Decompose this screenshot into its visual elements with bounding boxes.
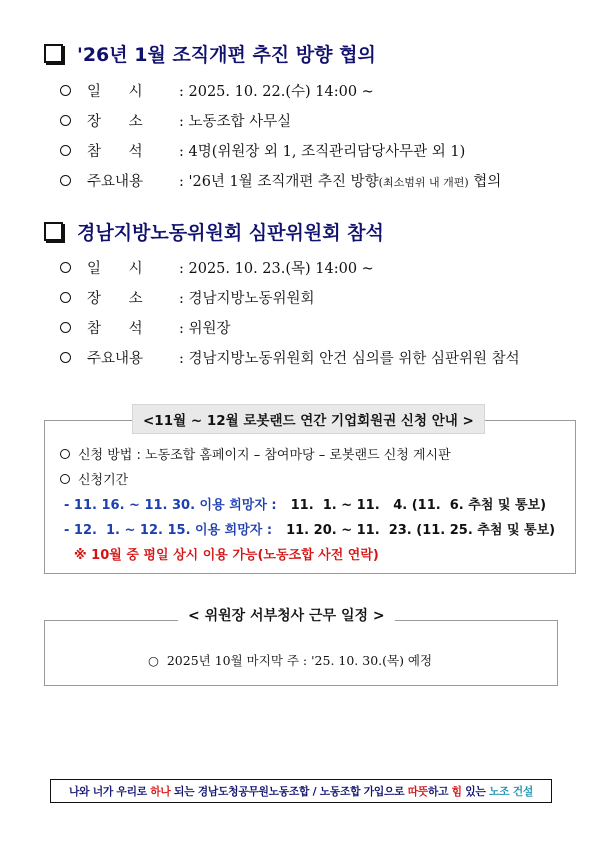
robotland-period-line-1 [64,494,546,513]
robotland-method-text: 신청 방법 : 노동조합 홈페이지 – 참여마당 – 로봇랜드 신청 게시판 [78,448,451,463]
section-1-title [44,40,376,67]
circle-bullet-icon [60,85,71,96]
section-1-row-attendees [60,140,465,161]
row-value: : 2025. 10. 23.(목) 14:00 ~ [179,261,374,277]
robotland-method [60,444,451,463]
row-label: 주요내용 [87,351,144,367]
section-2-row-date [60,257,374,278]
robotland-note-text: ※ 10월 중 평일 상시 이용 가능(노동조합 사전 연락) [74,548,379,563]
section-2-row-place [60,287,315,308]
slogan-part: 나와 너가 우리로 [69,784,151,798]
row-label: 장 소 [87,291,143,307]
period-1-detail: 11. 1. ~ 11. 4. (11. 6. 추첨 및 통보) [290,498,547,513]
circle-bullet-icon [60,449,70,459]
robotland-notice-tag: <11월 ~ 12월 로봇랜드 연간 기업회원권 신청 안내 > [132,404,485,434]
row-value: : 4명(위원장 외 1, 조직관리담당사무관 외 1) [179,144,466,160]
circle-bullet-icon [60,115,71,126]
schedule-line-text: ○ 2025년 10월 마지막 주 : '25. 10. 30.(목) 예정 [148,653,433,668]
row-label: 일 시 [87,261,143,277]
row-value-tail: 협의 [468,174,502,190]
checkbox-icon [44,222,63,241]
section-1-row-date [60,80,374,101]
circle-bullet-icon [60,352,71,363]
section-2-title-text: 경남지방노동위원회 심판위원회 참석 [77,222,384,244]
circle-bullet-icon [60,322,71,333]
circle-bullet-icon [60,292,71,303]
row-value: : '26년 1월 조직개편 추진 방향 [179,174,379,190]
slogan-highlight: 힘 [451,784,462,798]
checkbox-icon [44,44,63,63]
section-2-title [44,218,384,245]
row-value: : 경남지방노동위원회 [179,291,315,307]
robotland-period-label [60,469,128,488]
row-value: : 경남지방노동위원회 안건 심의를 위한 심판위원 참석 [179,351,520,367]
period-2-detail: 11. 20. ~ 11. 23. (11. 25. 추첨 및 통보) [286,523,556,538]
row-label: 참 석 [87,321,143,337]
slogan-part: 되는 경남도청공무원노동조합 / 노동조합 가입으로 [170,784,408,798]
circle-bullet-icon [60,474,70,484]
section-2-row-agenda [60,347,520,368]
section-2-row-attendees [60,317,231,338]
section-1-title-text: '26년 1월 조직개편 추진 방향 협의 [77,44,376,66]
section-1-row-agenda [60,170,501,191]
period-2-range: - 12. 1. ~ 12. 15. 이용 희망자 : [64,523,273,538]
slogan-highlight: 노조 건설 [489,784,533,798]
robotland-note [74,544,379,563]
robotland-period-line-2 [64,519,555,538]
row-value: : 노동조합 사무실 [179,114,292,130]
circle-bullet-icon [60,175,71,186]
row-value: : 위원장 [179,321,231,337]
slogan-highlight: 따뜻 [407,784,428,798]
section-1-row-place [60,110,291,131]
slogan-part: 하고 [427,784,452,798]
slogan-highlight: 하나 [150,784,171,798]
row-label: 주요내용 [87,174,144,190]
circle-bullet-icon [60,145,71,156]
row-label: 장 소 [87,114,143,130]
row-value: : 2025. 10. 22.(수) 14:00 ~ [179,84,374,100]
robotland-period-label-text: 신청기간 [78,473,129,488]
footer-slogan [50,779,552,803]
period-1-range: - 11. 16. ~ 11. 30. 이용 희망자 : [64,498,277,513]
row-label: 일 시 [87,84,143,100]
schedule-line [148,651,432,669]
slogan-part: 있는 [461,784,489,798]
schedule-tag: < 위원장 서부청사 근무 일정 > [178,601,395,629]
circle-bullet-icon [60,262,71,273]
row-label: 참 석 [87,144,143,160]
row-value-note: (최소범위 내 개편) [378,176,469,189]
